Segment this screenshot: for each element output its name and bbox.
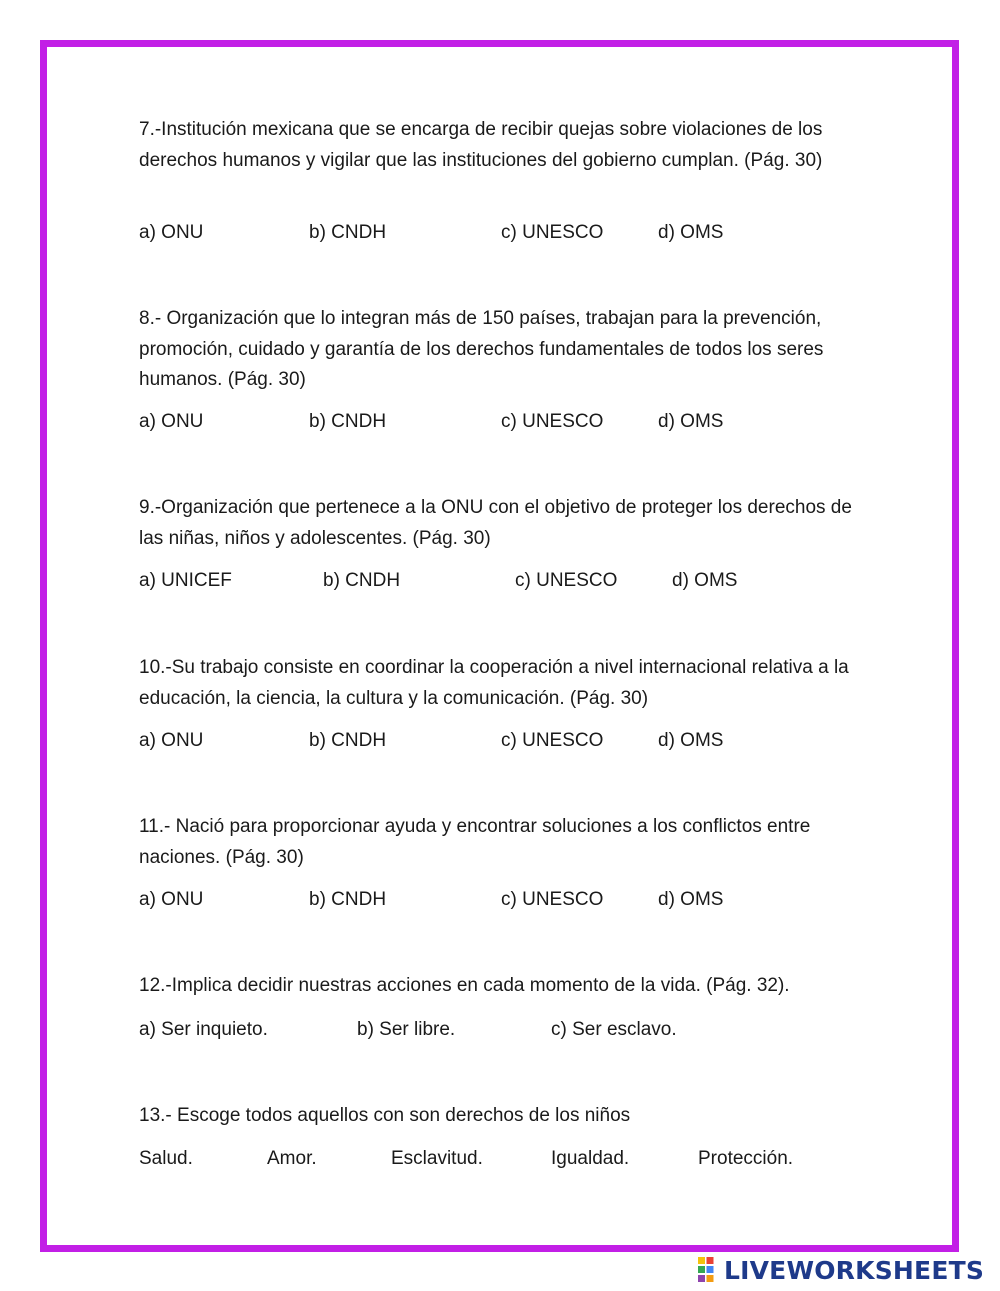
q10-option-a[interactable]: a) ONU <box>139 730 204 751</box>
liveworksheets-wordmark: LIVEWORKSHEETS <box>724 1255 985 1285</box>
q7-option-d[interactable]: d) OMS <box>658 222 724 243</box>
question-7-text: 7.-Institución mexicana que se encarga de recibir quejas sobre violaciones de los derechos humanos y vigilar que las instituciones del gobierno cumplan. (Pág. 30) <box>139 119 823 171</box>
q11-option-b[interactable]: b) CNDH <box>309 889 387 910</box>
q9-option-b[interactable]: b) CNDH <box>323 570 401 591</box>
q8-option-a[interactable]: a) ONU <box>139 411 204 432</box>
question-12-text: 12.-Implica decidir nuestras acciones en cada momento de la vida. (Pág. 32). <box>139 975 790 996</box>
q13-option-proteccion[interactable]: Protección. <box>698 1148 794 1169</box>
q8-option-b[interactable]: b) CNDH <box>309 411 387 432</box>
q9-option-a[interactable]: a) UNICEF <box>139 570 232 591</box>
q8-option-c[interactable]: c) UNESCO <box>501 411 604 432</box>
question-8-text: 8.- Organización que lo integran más de 150 países, trabajan para la prevención, promoción, cuidado y garantía de los derechos fundamentales de todos los seres humanos. (Pág. 30) <box>139 308 824 390</box>
q10-option-b[interactable]: b) CNDH <box>309 730 387 751</box>
q13-option-amor[interactable]: Amor. <box>267 1148 317 1169</box>
q13-option-salud[interactable]: Salud. <box>139 1148 193 1169</box>
liveworksheets-logo-icon <box>698 1257 722 1283</box>
q9-option-d[interactable]: d) OMS <box>672 570 738 591</box>
question-13-text: 13.- Escoge todos aquellos con son derechos de los niños <box>139 1105 631 1126</box>
q10-option-c[interactable]: c) UNESCO <box>501 730 604 751</box>
liveworksheets-logo <box>698 1255 984 1285</box>
q8-option-d[interactable]: d) OMS <box>658 411 724 432</box>
q11-option-c[interactable]: c) UNESCO <box>501 889 604 910</box>
q13-option-igualdad[interactable]: Igualdad. <box>551 1148 630 1169</box>
q11-option-a[interactable]: a) ONU <box>139 889 204 910</box>
q9-option-c[interactable]: c) UNESCO <box>515 570 618 591</box>
question-9-text: 9.-Organización que pertenece a la ONU con el objetivo de proteger los derechos de las niñas, niños y adolescentes. (Pág. 30) <box>139 497 852 549</box>
q12-option-b[interactable]: b) Ser libre. <box>357 1019 456 1040</box>
question-10-text: 10.-Su trabajo consiste en coordinar la cooperación a nivel internacional relativa a la educación, la ciencia, la cultura y la comunicación. (Pág. 30) <box>139 657 849 709</box>
q13-option-esclavitud[interactable]: Esclavitud. <box>391 1148 483 1169</box>
q7-option-c[interactable]: c) UNESCO <box>501 222 604 243</box>
q7-option-a[interactable]: a) ONU <box>139 222 204 243</box>
q10-option-d[interactable]: d) OMS <box>658 730 724 751</box>
q12-option-c[interactable]: c) Ser esclavo. <box>551 1019 677 1040</box>
question-11-text: 11.- Nació para proporcionar ayuda y encontrar soluciones a los conflictos entre naciones. (Pág. 30) <box>139 816 811 868</box>
q11-option-d[interactable]: d) OMS <box>658 889 724 910</box>
q7-option-b[interactable]: b) CNDH <box>309 222 387 243</box>
q12-option-a[interactable]: a) Ser inquieto. <box>139 1019 268 1040</box>
